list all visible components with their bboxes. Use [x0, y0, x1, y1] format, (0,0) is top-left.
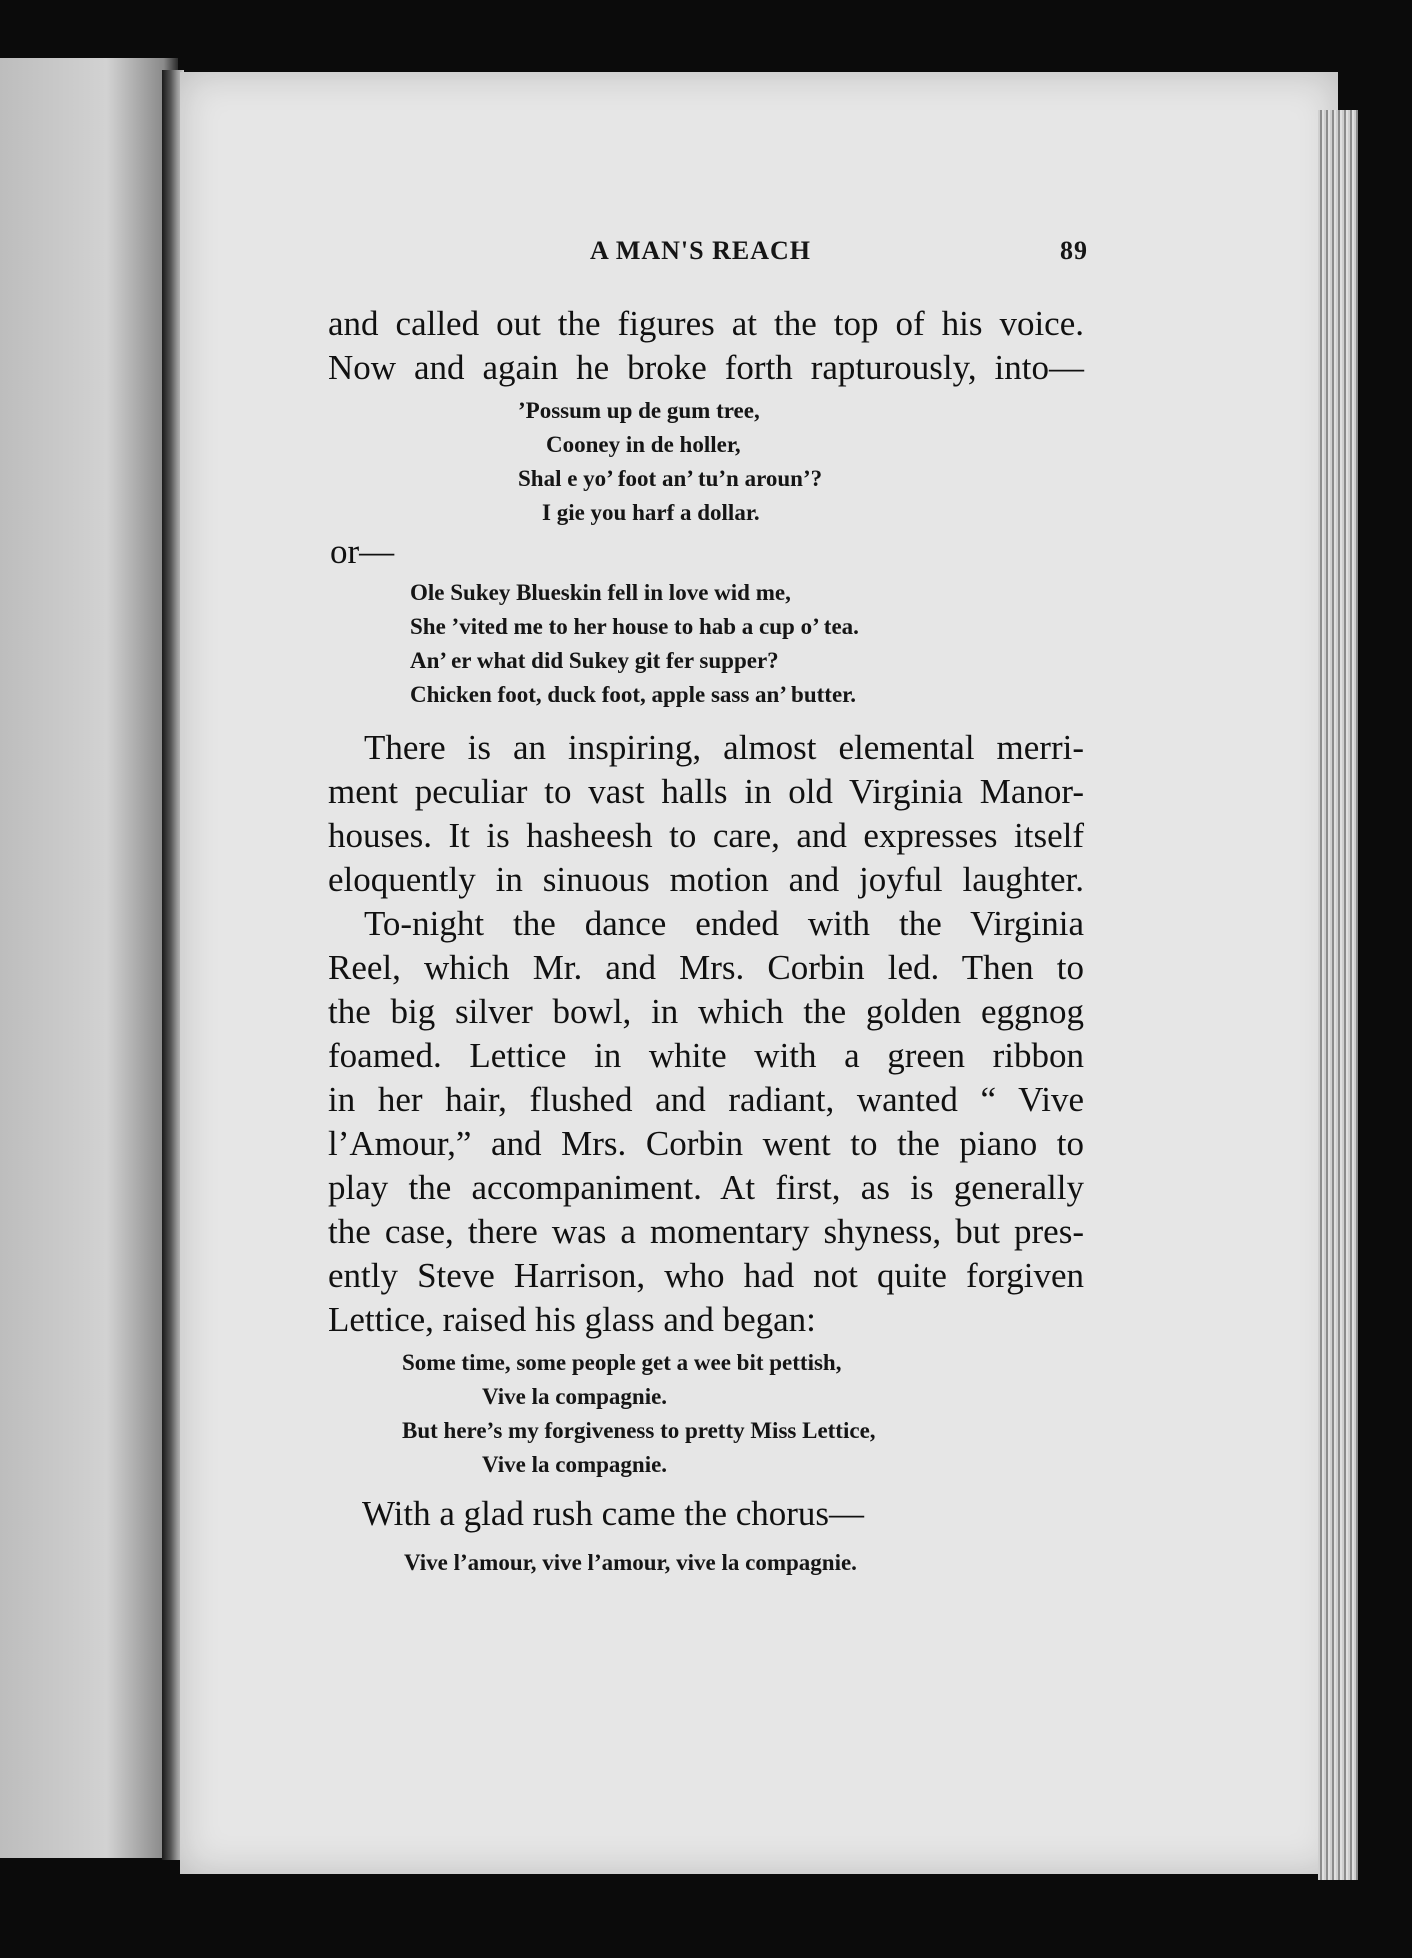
page-stack-edge	[1318, 110, 1358, 1880]
paragraph-line: ently Steve Harrison, who had not quite forgiven	[328, 1256, 1084, 1295]
verse-line: ’Possum up de gum tree,	[518, 398, 760, 423]
verse-line: Ole Sukey Blueskin fell in love wid me,	[410, 580, 791, 605]
verse-block	[402, 1346, 876, 1482]
paragraph-line: There is an inspiring, almost elemental merri-	[364, 728, 1084, 767]
paragraph-line: To-night the dance ended with the Virginia	[364, 904, 1084, 943]
paragraph-line: in her hair, flushed and radiant, wanted “ Vive	[328, 1080, 1084, 1119]
verse-line: I gie you harf a dollar.	[542, 500, 760, 525]
chorus-intro: With a glad rush came the chorus—	[362, 1494, 865, 1533]
chorus-line: Vive l’amour, vive l’amour, vive la compagnie.	[404, 1550, 857, 1575]
paragraph-line: l’Amour,” and Mrs. Corbin went to the piano to	[328, 1124, 1084, 1163]
verse-line: Cooney in de holler,	[546, 432, 741, 457]
facing-page-edge	[0, 58, 178, 1858]
page-number: 89	[1060, 236, 1088, 265]
paragraph-line: play the accompaniment. At first, as is generally	[328, 1168, 1084, 1207]
paragraph-line: foamed. Lettice in white with a green ribbon	[328, 1036, 1084, 1075]
verse-line: Vive la compagnie.	[482, 1384, 668, 1409]
paragraph-line: Lettice, raised his glass and began:	[328, 1300, 816, 1339]
paragraph-line: and called out the figures at the top of his voice.	[328, 304, 1084, 343]
verse-line: She ’vited me to her house to hab a cup o’ tea.	[410, 614, 859, 639]
paragraph-line: houses. It is hasheesh to care, and expresses itself	[328, 816, 1084, 855]
or-label: or—	[330, 532, 395, 571]
verse-line: Vive la compagnie.	[482, 1452, 668, 1477]
verse-block	[518, 394, 822, 530]
paragraph-line: the big silver bowl, in which the golden eggnog	[328, 992, 1084, 1031]
verse-block	[410, 576, 859, 712]
running-title: A MAN'S REACH	[590, 236, 812, 265]
verse-line: But here’s my forgiveness to pretty Miss Lettice,	[402, 1418, 876, 1443]
paragraph-line: ment peculiar to vast halls in old Virginia Manor-	[328, 772, 1084, 811]
verse-line: An’ er what did Sukey git fer supper?	[410, 648, 779, 673]
paragraph-line: Now and again he broke forth rapturously, into—	[328, 348, 1084, 387]
verse-line: Some time, some people get a wee bit pettish,	[402, 1350, 842, 1375]
paragraph-line: Reel, which Mr. and Mrs. Corbin led. Then to	[328, 948, 1084, 987]
verse-line: Chicken foot, duck foot, apple sass an’ butter.	[410, 682, 856, 707]
paragraph-line: eloquently in sinuous motion and joyful laughter.	[328, 860, 1084, 899]
paragraph-line: the case, there was a momentary shyness, but pres-	[328, 1212, 1084, 1251]
verse-line: Shal e yo’ foot an’ tu’n aroun’?	[518, 466, 823, 491]
